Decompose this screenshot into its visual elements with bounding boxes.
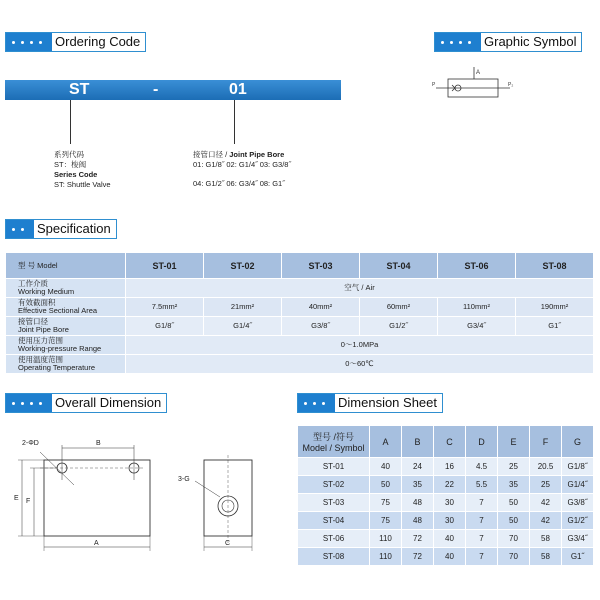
dim-label-f: F xyxy=(26,498,31,505)
dim-cell: G1/2˝ xyxy=(562,512,594,530)
dim-cell: 48 xyxy=(402,494,434,512)
dim-cell: G1/8˝ xyxy=(562,458,594,476)
dim-row-model: ST-06 xyxy=(298,530,370,548)
model-prefix: ST xyxy=(69,81,90,98)
bullet-dots-icon xyxy=(298,394,335,412)
specification-heading xyxy=(5,219,117,239)
bullet-dots-icon xyxy=(6,394,52,412)
spec-header-model-label: 型 号 Model xyxy=(6,253,126,279)
spec-cell: 40mm² xyxy=(282,298,360,317)
dim-cell: 40 xyxy=(370,458,402,476)
spec-row-medium xyxy=(6,279,594,298)
spec-model-header: ST-06 xyxy=(438,253,516,279)
ordering-code-bar xyxy=(5,80,341,100)
ordering-code-heading xyxy=(5,32,146,52)
dim-cell: 25 xyxy=(498,458,530,476)
dim-header-col: G xyxy=(562,426,594,458)
bullet-dots-icon xyxy=(435,33,481,51)
dim-cell: G1/4˝ xyxy=(562,476,594,494)
spec-model-header: ST-08 xyxy=(516,253,594,279)
dim-cell: 70 xyxy=(498,548,530,566)
dim-header-col: A xyxy=(370,426,402,458)
dim-header-col: E xyxy=(498,426,530,458)
joint-pipe-bore-block xyxy=(193,150,291,189)
shuttle-valve-symbol-icon xyxy=(430,67,530,103)
dim-header-col: D xyxy=(466,426,498,458)
spec-header-row xyxy=(6,253,594,279)
model-dash: - xyxy=(153,81,159,98)
series-leader-line xyxy=(70,100,71,144)
dim-cell: 72 xyxy=(402,548,434,566)
dim-cell: 50 xyxy=(498,512,530,530)
spec-cell: G3/8˝ xyxy=(282,317,360,336)
spec-pressure-value: 0～1.0MPa xyxy=(126,336,594,355)
bore-leader-line xyxy=(234,100,235,144)
dim-cell: G3/8˝ xyxy=(562,494,594,512)
dim-label-e: E xyxy=(14,495,19,502)
spec-cell: G1/4˝ xyxy=(204,317,282,336)
series-code-block xyxy=(54,150,111,190)
dim-label-d: 2-ΦD xyxy=(22,440,39,447)
ordering-code-title: Ordering Code xyxy=(55,34,141,49)
dim-cell: 20.5 xyxy=(530,458,562,476)
dim-table-row xyxy=(298,458,594,476)
series-item: ST: Shuttle Valve xyxy=(54,180,111,189)
dim-cell: 110 xyxy=(370,548,402,566)
dim-table-row xyxy=(298,548,594,566)
dim-cell: 72 xyxy=(402,530,434,548)
series-cn-title: 系列代码 xyxy=(54,150,84,159)
dim-cell: 25 xyxy=(530,476,562,494)
dim-label-c: C xyxy=(225,540,231,547)
spec-cell: 190mm² xyxy=(516,298,594,317)
dim-cell: 75 xyxy=(370,512,402,530)
graphic-symbol-heading xyxy=(434,32,582,52)
dim-cell: 24 xyxy=(402,458,434,476)
spec-temperature-value: 0～60℃ xyxy=(126,355,594,374)
dim-cell: 35 xyxy=(498,476,530,494)
dim-cell: 16 xyxy=(434,458,466,476)
bore-title: Joint Pipe Bore xyxy=(229,150,285,159)
dim-cell: G3/4˝ xyxy=(562,530,594,548)
spec-medium-value: 空气 / Air xyxy=(126,279,594,298)
dim-cell: G1˝ xyxy=(562,548,594,566)
dim-cell: 42 xyxy=(530,512,562,530)
specification-table xyxy=(5,252,594,374)
spec-row-bore xyxy=(6,317,594,336)
dim-cell: 70 xyxy=(498,530,530,548)
dim-table-row xyxy=(298,476,594,494)
spec-row-temperature xyxy=(6,355,594,374)
spec-row-label: 接管口径 Joint Pipe Bore xyxy=(6,317,126,336)
bore-cn-title: 接管口径 / xyxy=(193,150,228,159)
spec-cell: 60mm² xyxy=(360,298,438,317)
dim-cell: 30 xyxy=(434,512,466,530)
spec-row-area xyxy=(6,298,594,317)
spec-cell: 21mm² xyxy=(204,298,282,317)
spec-row-pressure xyxy=(6,336,594,355)
dim-header-col: B xyxy=(402,426,434,458)
dimension-sheet-heading xyxy=(297,393,443,413)
dim-table-row xyxy=(298,512,594,530)
dimension-sheet-title: Dimension Sheet xyxy=(338,395,437,410)
dim-cell: 110 xyxy=(370,530,402,548)
dim-cell: 50 xyxy=(498,494,530,512)
spec-model-header: ST-01 xyxy=(126,253,204,279)
dim-row-model: ST-02 xyxy=(298,476,370,494)
symbol-port-p1: P xyxy=(432,82,436,88)
dim-cell: 22 xyxy=(434,476,466,494)
dim-header-col: F xyxy=(530,426,562,458)
dim-cell: 7 xyxy=(466,530,498,548)
dim-cell: 75 xyxy=(370,494,402,512)
dim-row-model: ST-01 xyxy=(298,458,370,476)
spec-cell: G1˝ xyxy=(516,317,594,336)
dim-label-g: 3-G xyxy=(178,476,190,483)
dim-cell: 48 xyxy=(402,512,434,530)
bore-options-line1: 01: G1/8˝ 02: G1/4˝ 03: G3/8˝ xyxy=(193,160,291,169)
dim-cell: 5.5 xyxy=(466,476,498,494)
specification-title: Specification xyxy=(37,221,111,236)
dim-cell: 58 xyxy=(530,530,562,548)
series-cn-item: ST：梭阀 xyxy=(54,160,87,169)
bullet-dots-icon xyxy=(6,220,34,238)
spec-cell: 7.5mm² xyxy=(126,298,204,317)
dim-cell: 35 xyxy=(402,476,434,494)
spec-model-header: ST-04 xyxy=(360,253,438,279)
dim-table-row xyxy=(298,494,594,512)
dim-cell: 7 xyxy=(466,548,498,566)
spec-row-label: 工作介质 Working Medium xyxy=(6,279,126,298)
dim-label-b: B xyxy=(96,440,101,447)
dim-header-row xyxy=(298,426,594,458)
dim-cell: 40 xyxy=(434,548,466,566)
dim-row-model: ST-04 xyxy=(298,512,370,530)
dim-cell: 30 xyxy=(434,494,466,512)
series-title: Series Code xyxy=(54,170,98,179)
dim-header-model: 型号 /符号 Model / Symbol xyxy=(298,426,370,458)
dim-row-model: ST-08 xyxy=(298,548,370,566)
bullet-dots-icon xyxy=(6,33,52,51)
symbol-port-a: A xyxy=(476,70,481,76)
model-code: 01 xyxy=(229,81,247,98)
dim-row-model: ST-03 xyxy=(298,494,370,512)
dim-label-a: A xyxy=(94,540,99,547)
spec-cell: G1/2˝ xyxy=(360,317,438,336)
dim-cell: 42 xyxy=(530,494,562,512)
spec-row-label: 使用温度范围 Operating Temperature xyxy=(6,355,126,374)
dim-cell: 7 xyxy=(466,512,498,530)
dimension-sheet-table xyxy=(297,425,594,566)
spec-cell: G3/4˝ xyxy=(438,317,516,336)
spec-model-header: ST-03 xyxy=(282,253,360,279)
dim-cell: 4.5 xyxy=(466,458,498,476)
spec-cell: G1/8˝ xyxy=(126,317,204,336)
graphic-symbol-title: Graphic Symbol xyxy=(484,34,577,49)
dim-table-row xyxy=(298,530,594,548)
overall-dimension-heading xyxy=(5,393,167,413)
bore-options-line2: 04: G1/2˝ 06: G3/4˝ 08: G1˝ xyxy=(193,179,285,188)
symbol-port-p2: P₂ xyxy=(508,82,514,88)
dim-cell: 40 xyxy=(434,530,466,548)
spec-cell: 110mm² xyxy=(438,298,516,317)
spec-row-label: 使用压力范围 Working-pressure Range xyxy=(6,336,126,355)
overall-dimension-title: Overall Dimension xyxy=(55,395,162,410)
spec-model-header: ST-02 xyxy=(204,253,282,279)
spec-row-label: 有效截面积 Effective Sectional Area xyxy=(6,298,126,317)
overall-dimension-drawing xyxy=(0,415,290,565)
dim-cell: 50 xyxy=(370,476,402,494)
dim-cell: 58 xyxy=(530,548,562,566)
dim-header-col: C xyxy=(434,426,466,458)
dim-cell: 7 xyxy=(466,494,498,512)
